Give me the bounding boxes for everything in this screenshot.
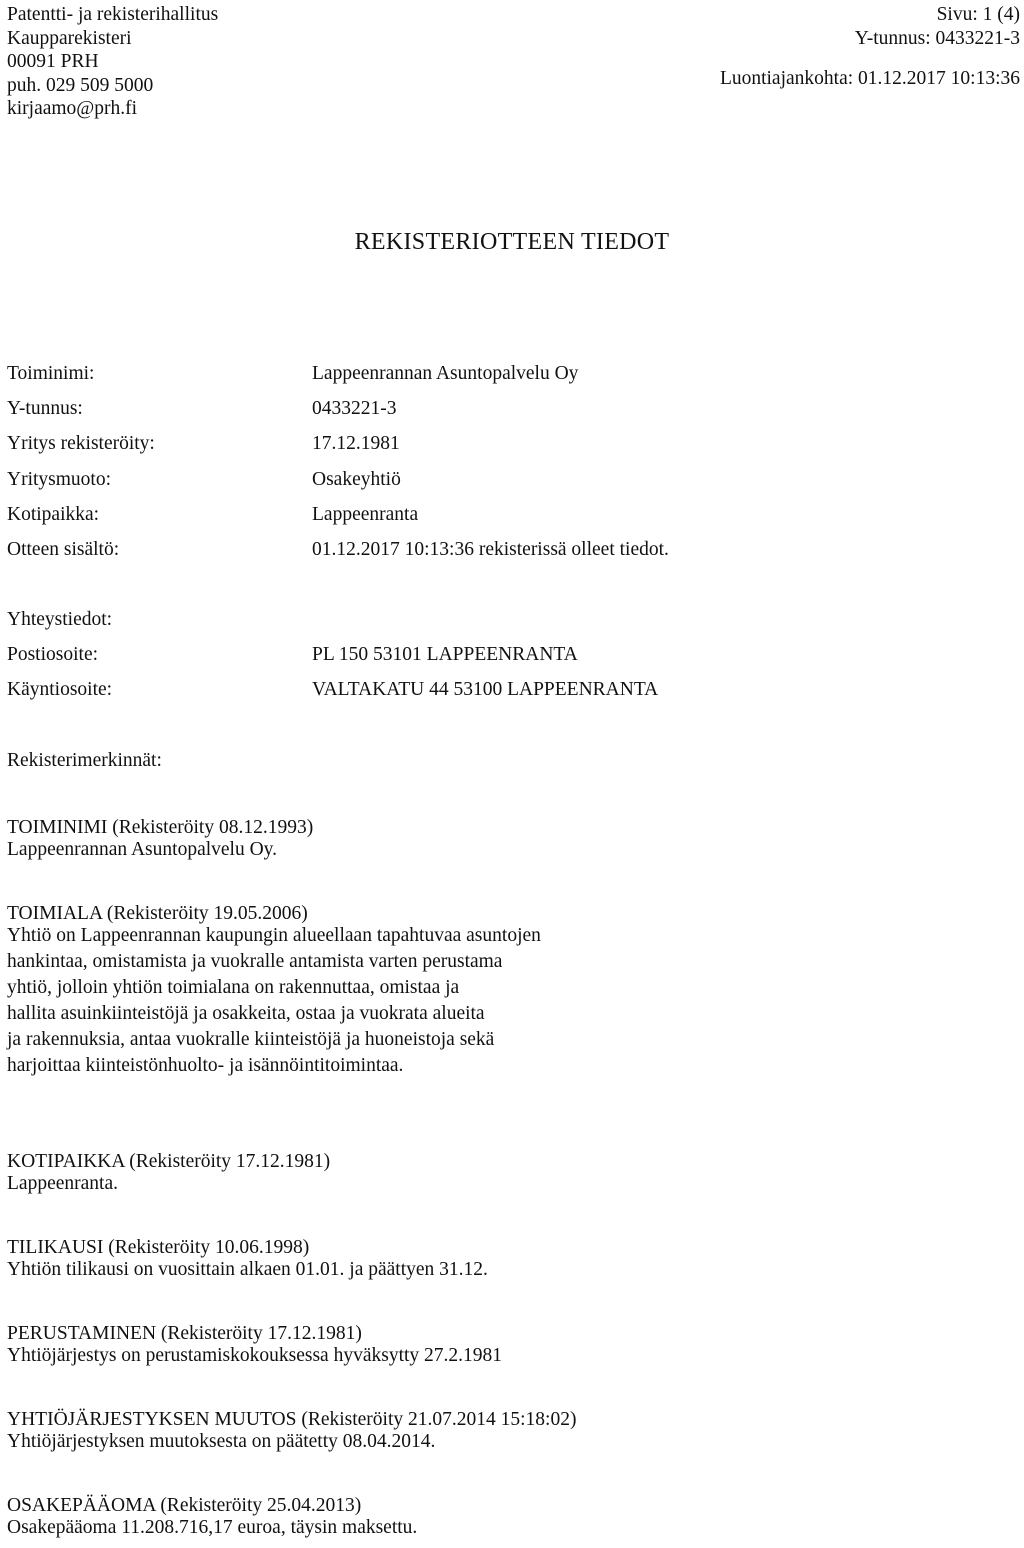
postal-address-value: PL 150 53101 LAPPEENRANTA bbox=[312, 644, 578, 665]
entry-trade-name bbox=[7, 818, 313, 862]
issuer-phone: puh. 029 509 5000 bbox=[7, 74, 154, 96]
field-value-domicile: Lappeenranta bbox=[312, 504, 419, 525]
entry-line: Yhtiöjärjestyksen muutoksesta on päätetty 08.04.2014. bbox=[7, 1431, 436, 1452]
visiting-address-value: VALTAKATU 44 53100 LAPPEENRANTA bbox=[312, 679, 659, 700]
entry-line: Yhtiön tilikausi on vuosittain alkaen 01.01. ja päättyen 31.12. bbox=[7, 1259, 488, 1280]
field-label-company-name: Toiminimi: bbox=[7, 363, 95, 384]
contact-heading: Yhteystiedot: bbox=[7, 609, 113, 630]
entry-heading: TOIMIALA (Rekisteröity 19.05.2006) bbox=[7, 903, 308, 924]
entries-heading: Rekisterimerkinnät: bbox=[7, 750, 162, 771]
entry-line: Lappeenrannan Asuntopalvelu Oy. bbox=[7, 839, 278, 860]
entry-financial-period bbox=[7, 1238, 488, 1282]
entry-heading: KOTIPAIKKA (Rekisteröity 17.12.1981) bbox=[7, 1151, 331, 1172]
entry-heading: YHTIÖJÄRJESTYKSEN MUUTOS (Rekisteröity 21.07.2014 15:18:02) bbox=[7, 1409, 577, 1430]
entry-heading: TOIMINIMI (Rekisteröity 08.12.1993) bbox=[7, 817, 314, 838]
page-indicator bbox=[720, 5, 1020, 29]
field-value-extract-content: 01.12.2017 10:13:36 rekisterissä olleet tiedot. bbox=[312, 539, 669, 560]
field-value-company-name: Lappeenrannan Asuntopalvelu Oy bbox=[312, 363, 579, 384]
entry-share-capital bbox=[7, 1496, 417, 1540]
page-total: (4) bbox=[997, 4, 1020, 25]
issuer-department: Kaupparekisteri bbox=[7, 27, 132, 49]
page-number: Sivu: 1 bbox=[936, 4, 993, 25]
issuer-postal-code: 00091 PRH bbox=[7, 51, 99, 72]
entry-line: ja rakennuksia, antaa vuokralle kiinteistöjä ja huoneistoja sekä bbox=[7, 1029, 495, 1050]
entry-line: Yhtiöjärjestys on perustamiskokouksessa hyväksytty 27.2.1981 bbox=[7, 1345, 503, 1366]
entry-heading: TILIKAUSI (Rekisteröity 10.06.1998) bbox=[7, 1237, 310, 1258]
entry-line: Lappeenranta. bbox=[7, 1173, 118, 1194]
postal-address-label: Postiosoite: bbox=[7, 644, 99, 665]
entry-articles-amendment bbox=[7, 1410, 576, 1454]
meta-business-id: Y-tunnus: 0433221-3 bbox=[854, 27, 1020, 49]
field-label-domicile: Kotipaikka: bbox=[7, 504, 100, 525]
field-label-extract-content: Otteen sisältö: bbox=[7, 539, 120, 560]
entry-line-of-business bbox=[7, 904, 541, 1082]
entry-heading: OSAKEPÄÄOMA (Rekisteröity 25.04.2013) bbox=[7, 1495, 362, 1516]
entry-founding bbox=[7, 1324, 502, 1368]
entry-line: hallita asuinkiinteistöjä ja osakkeita, ostaa ja vuokrata alueita bbox=[7, 1003, 485, 1024]
issuer-block bbox=[7, 5, 218, 123]
field-label-company-form: Yritysmuoto: bbox=[7, 469, 112, 490]
entry-line: Osakepääoma 11.208.716,17 euroa, täysin maksettu. bbox=[7, 1517, 418, 1538]
issuer-name: Patentti- ja rekisterihallitus bbox=[7, 4, 219, 25]
field-label-registered: Yritys rekisteröity: bbox=[7, 433, 155, 454]
entry-line: harjoittaa kiinteistönhuolto- ja isännöintitoimintaa. bbox=[7, 1055, 404, 1076]
document-title: REKISTERIOTTEEN TIEDOT bbox=[354, 229, 670, 255]
entry-line: yhtiö, jolloin yhtiön toimialana on rakennuttaa, omistaa ja bbox=[7, 977, 460, 998]
entry-heading: PERUSTAMINEN (Rekisteröity 17.12.1981) bbox=[7, 1323, 362, 1344]
field-label-business-id: Y-tunnus: bbox=[7, 398, 83, 419]
meta-created: Luontiajankohta: 01.12.2017 10:13:36 bbox=[719, 68, 1020, 89]
visiting-address-label: Käyntiosoite: bbox=[7, 679, 113, 700]
entry-line: Yhtiö on Lappeenrannan kaupungin alueellaan tapahtuvaa asuntojen bbox=[7, 925, 541, 946]
field-value-business-id: 0433221-3 bbox=[312, 398, 397, 419]
entry-domicile bbox=[7, 1152, 330, 1196]
field-value-registered: 17.12.1981 bbox=[312, 433, 400, 454]
entry-line: hankintaa, omistamista ja vuokralle antamista varten perustama bbox=[7, 951, 503, 972]
field-value-company-form: Osakeyhtiö bbox=[312, 469, 401, 490]
document-meta bbox=[720, 5, 1020, 93]
issuer-email: kirjaamo@prh.fi bbox=[7, 98, 138, 119]
